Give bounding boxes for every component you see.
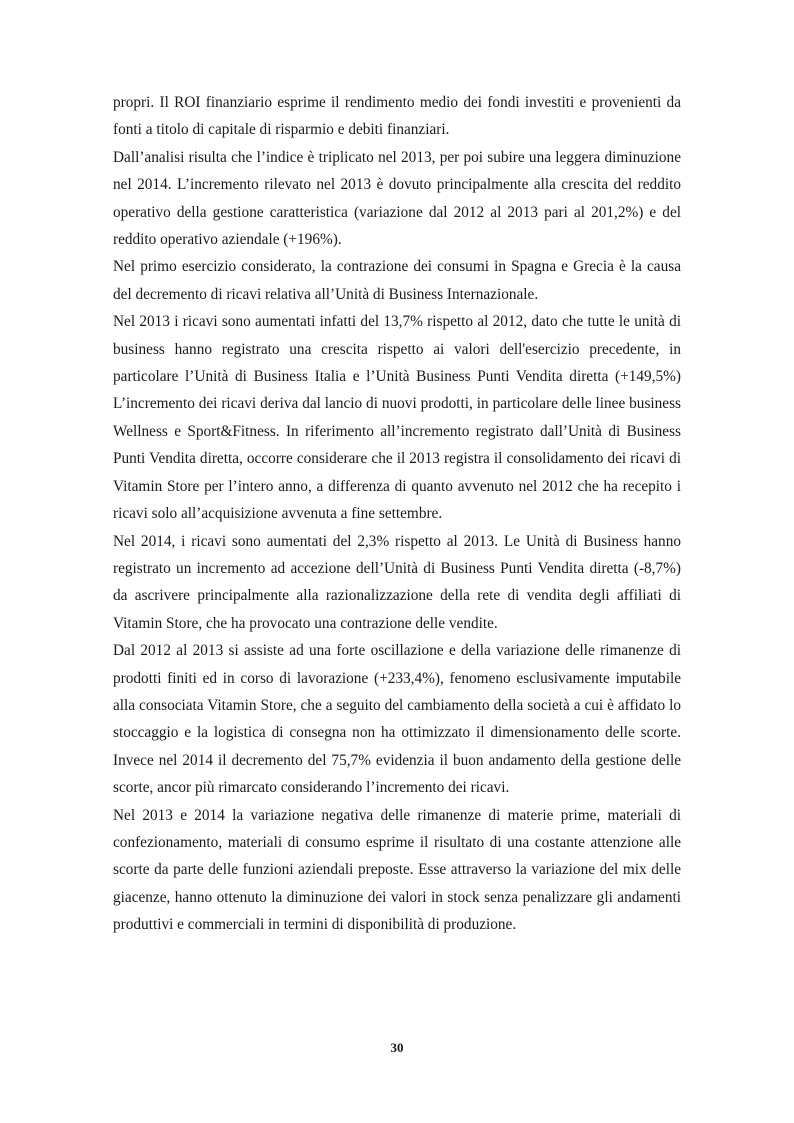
paragraph-inventory-finished-goods: Dal 2012 al 2013 si assiste ad una forte oscillazione e della variazione delle rimanenze di prodotti finiti ed in corso di lavorazione (+233,4%), fenomeno esclusivamente imputabile alla consociata Vitamin Store, che a seguito del cambiamento della società a cui è affidato lo stoccaggio e la logistica di consegna non ha ottimizzato il dimensionamento delle scorte. Invece nel 2014 il decremento del 75,7% evidenzia il buon andamento della gestione delle scorte, ancor più rimarcato considerando l’incremento dei ricavi. bbox=[113, 642, 681, 797]
paragraph-revenue-2014: Nel 2014, i ricavi sono aumentati del 2,3% rispetto al 2013. Le Unità di Business hanno registrato un incremento ad accezione dell’Unità di Business Punti Vendita diretta (-8,7%) da ascrivere principalmente alla razionalizzazione della rete di vendita degli affiliati di Vitamin Store, che ha provocato una contrazione delle vendite. bbox=[113, 532, 681, 632]
paragraph-index-analysis: Dall’analisi risulta che l’indice è triplicato nel 2013, per poi subire una leggera diminuzione nel 2014. L’incremento rilevato nel 2013 è dovuto principalmente alla crescita del reddito operativo della gestione caratteristica (variazione dal 2012 al 2013 pari al 201,2%) e del reddito operativo aziendale (+196%). bbox=[113, 148, 681, 249]
paragraph-roi-definition: propri. Il ROI finanziario esprime il rendimento medio dei fondi investiti e provenienti da fonti a titolo di capitale di risparmio e debiti finanziari. bbox=[113, 94, 681, 139]
paragraph-inventory-raw-materials: Nel 2013 e 2014 la variazione negativa delle rimanenze di materie prime, materiali di confezionamento, materiali di consumo esprime il risultato di una costante attenzione alle scorte da parte delle funzioni aziendali preposte. Esse attraverso la variazione del mix delle giacenze, hanno ottenuto la diminuzione dei valori in stock senza penalizzare gli andamenti produttivi e commerciali in termini di disponibilità di produzione. bbox=[113, 806, 681, 934]
page-number: 30 bbox=[390, 1040, 404, 1055]
body-text bbox=[113, 89, 681, 939]
paragraph-first-year: Nel primo esercizio considerato, la contrazione dei consumi in Spagna e Grecia è la causa del decremento di ricavi relativa all’Unità di Business Internazionale. bbox=[113, 258, 681, 303]
paragraph-revenue-2013: Nel 2013 i ricavi sono aumentati infatti del 13,7% rispetto al 2012, dato che tutte le unità di business hanno registrato una crescita rispetto ai valori dell'esercizio precedente, in particolare l’Unità di Business Italia e l’Unità Business Punti Vendita diretta (+149,5%) L’incremento dei ricavi deriva dal lancio di nuovi prodotti, in particolare delle linee business Wellness e Sport&Fitness. In riferimento all’incremento registrato dall’Unità di Business Punti Vendita diretta, occorre considerare che il 2013 registra il consolidamento dei ricavi di Vitamin Store per l’intero anno, a differenza di quanto avvenuto nel 2012 che ha recepito i ricavi solo all’acquisizione avvenuta a fine settembre. bbox=[113, 313, 681, 523]
